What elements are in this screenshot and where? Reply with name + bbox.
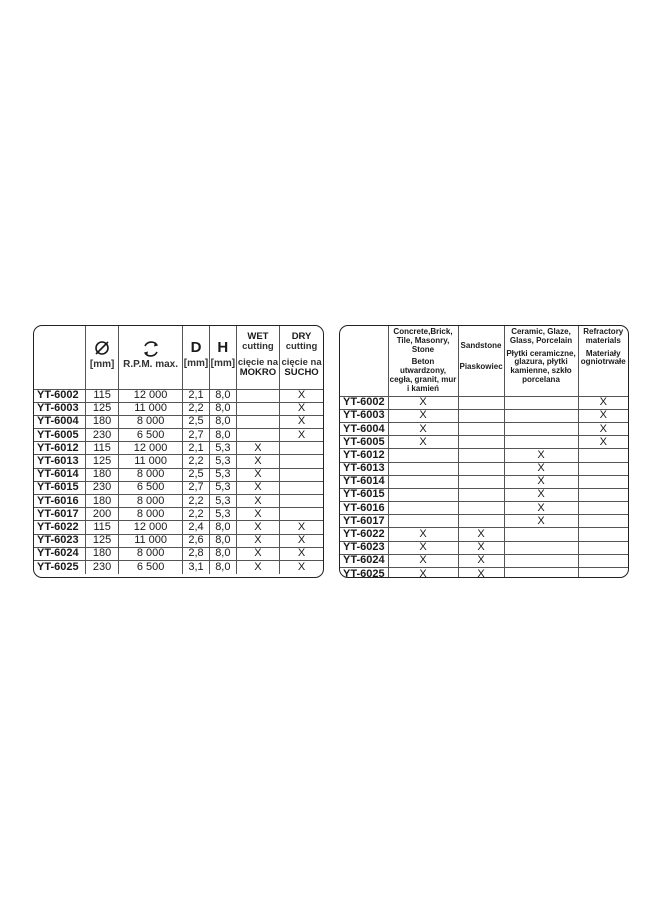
product-code-cell: YT-6002 [340,396,388,409]
h-cell: 5,3 [209,508,236,521]
diameter-cell: 125 [86,534,119,547]
wet-mark-cell [236,389,279,402]
concrete-en: Concrete,Brick, Tile, Masonry, Stone [393,327,453,354]
h-cell: 8,0 [209,389,236,402]
refractory-mark-cell [578,449,628,462]
d-cell: 2,5 [183,415,210,428]
table-row [340,528,628,541]
refractory-mark-cell [578,568,628,578]
concrete-mark-cell [388,488,458,501]
concrete-mark-cell: X [388,436,458,449]
d-cell: 3,1 [183,560,210,573]
diameter-cell: 115 [86,389,119,402]
diameter-cell: 180 [86,468,119,481]
rpm-cell: 11 000 [119,534,183,547]
sandstone-en: Sandstone [460,341,502,350]
rpm-label: R.P.M. max. [123,359,179,370]
diameter-cell: 115 [86,442,119,455]
materials-table-panel [339,325,629,578]
product-code-cell: YT-6023 [340,541,388,554]
product-code-cell: YT-6024 [340,554,388,567]
dry-mark-cell [280,495,323,508]
product-code-cell: YT-6022 [34,521,86,534]
h-cell: 8,0 [209,402,236,415]
table-row [34,442,323,455]
ceramic-mark-cell [504,554,578,567]
diameter-cell: 180 [86,547,119,560]
wet-mark-cell [236,429,279,442]
sandstone-mark-cell [458,409,504,422]
concrete-mark-cell [388,449,458,462]
refractory-en: Refractory materials [583,327,624,345]
table-row [340,502,628,515]
dry-pl-1: cięcie na [281,357,322,368]
product-code-cell: YT-6024 [34,547,86,560]
h-unit: [mm] [210,358,236,369]
wet-mark-cell [236,402,279,415]
wet-pl-1: cięcie na [237,357,278,368]
d-cell: 2,6 [183,534,210,547]
d-cell: 2,1 [183,389,210,402]
rotation-icon [119,340,182,358]
specs-header-row [34,326,323,389]
d-cell: 2,2 [183,455,210,468]
rpm-cell: 6 500 [119,560,183,573]
ceramic-mark-cell: X [504,488,578,501]
wet-pl-2: MOKRO [239,366,277,378]
h-cell: 8,0 [209,560,236,573]
header-diameter [86,326,119,389]
refractory-mark-cell [578,488,628,501]
specs-table-panel [33,325,324,578]
wet-mark-cell: X [236,495,279,508]
product-code-cell: YT-6013 [340,462,388,475]
concrete-mark-cell: X [388,422,458,435]
materials-header-row [340,326,628,396]
concrete-mark-cell: X [388,541,458,554]
product-code-cell: YT-6003 [34,402,86,415]
dry-pl-2: SUCHO [284,366,319,378]
concrete-mark-cell [388,515,458,528]
refractory-mark-cell [578,515,628,528]
diameter-cell: 180 [86,495,119,508]
product-code-cell: YT-6022 [340,528,388,541]
wet-mark-cell: X [236,534,279,547]
diameter-icon [86,340,118,358]
dry-title: DRY [291,331,312,342]
ceramic-mark-cell: X [504,515,578,528]
ceramic-mark-cell [504,396,578,409]
diameter-cell: 230 [86,429,119,442]
product-code-cell: YT-6017 [34,508,86,521]
product-code-cell: YT-6014 [34,468,86,481]
rpm-cell: 12 000 [119,521,183,534]
table-row [340,568,628,578]
dry-mark-cell: X [280,560,323,573]
header-d [183,326,210,389]
wet-mark-cell: X [236,481,279,494]
refractory-mark-cell: X [578,436,628,449]
d-cell: 2,7 [183,429,210,442]
table-row [34,468,323,481]
h-symbol: H [217,339,229,356]
sandstone-pl: Piaskowiec [459,361,503,371]
product-code-cell: YT-6016 [340,502,388,515]
dry-mark-cell [280,468,323,481]
sandstone-mark-cell [458,515,504,528]
ceramic-mark-cell [504,528,578,541]
concrete-mark-cell: X [388,554,458,567]
sandstone-mark-cell [458,475,504,488]
product-code-cell: YT-6015 [34,481,86,494]
materials-table [340,326,628,578]
table-row [34,560,323,573]
table-row [34,455,323,468]
sandstone-mark-cell: X [458,568,504,578]
ceramic-mark-cell [504,541,578,554]
rpm-cell: 12 000 [119,442,183,455]
diameter-cell: 125 [86,455,119,468]
dry-cutting: cutting [285,340,318,352]
table-row [34,429,323,442]
product-code-cell: YT-6016 [34,495,86,508]
wet-cutting: cutting [242,340,274,352]
wet-mark-cell: X [236,455,279,468]
sandstone-mark-cell [458,396,504,409]
refractory-mark-cell [578,475,628,488]
wet-mark-cell: X [236,560,279,573]
rpm-cell: 11 000 [119,402,183,415]
dry-mark-cell: X [280,521,323,534]
ceramic-mark-cell [504,436,578,449]
d-cell: 2,8 [183,547,210,560]
sandstone-mark-cell [458,488,504,501]
h-cell: 5,3 [209,495,236,508]
product-code-cell: YT-6004 [340,422,388,435]
h-cell: 5,3 [209,468,236,481]
rpm-cell: 8 000 [119,495,183,508]
product-code-cell: YT-6023 [34,534,86,547]
header-refractory [578,326,628,396]
h-cell: 8,0 [209,521,236,534]
table-row [34,547,323,560]
diameter-cell: 230 [86,560,119,573]
concrete-mark-cell [388,475,458,488]
refractory-mark-cell [578,462,628,475]
ceramic-pl: Płytki ceramiczne, glazura, płytki kamienne, szkło porcelana [506,348,576,384]
wet-mark-cell: X [236,521,279,534]
d-cell: 2,7 [183,481,210,494]
refractory-pl: Materiały ogniotrwałe [580,348,626,367]
refractory-mark-cell [578,541,628,554]
table-row [340,488,628,501]
refractory-mark-cell: X [578,422,628,435]
table-row [340,409,628,422]
table-row [34,481,323,494]
sandstone-mark-cell: X [458,541,504,554]
h-cell: 8,0 [209,534,236,547]
header-ceramic [504,326,578,396]
wet-title: WET [247,331,269,342]
product-code-cell: YT-6004 [34,415,86,428]
wet-mark-cell: X [236,468,279,481]
h-cell: 5,3 [209,455,236,468]
dry-mark-cell: X [280,547,323,560]
diameter-cell: 200 [86,508,119,521]
dry-mark-cell: X [280,534,323,547]
ceramic-en: Ceramic, Glaze, Glass, Porcelain [509,327,573,345]
product-code-cell: YT-6014 [340,475,388,488]
concrete-mark-cell [388,462,458,475]
table-row [340,462,628,475]
concrete-mark-cell: X [388,568,458,578]
rpm-cell: 8 000 [119,508,183,521]
diameter-cell: 115 [86,521,119,534]
concrete-mark-cell: X [388,409,458,422]
diameter-cell: 230 [86,481,119,494]
sandstone-mark-cell: X [458,528,504,541]
rpm-cell: 11 000 [119,455,183,468]
table-row [340,515,628,528]
header-blank-cell [340,326,388,396]
d-unit: [mm] [183,358,209,369]
sandstone-mark-cell: X [458,554,504,567]
specs-table [34,326,323,574]
ceramic-mark-cell: X [504,462,578,475]
sandstone-mark-cell [458,462,504,475]
header-concrete [388,326,458,396]
table-row [34,521,323,534]
product-code-cell: YT-6005 [340,436,388,449]
concrete-pl: Beton utwardzony, cegła, granit, mur i kamień [389,357,457,393]
sandstone-mark-cell [458,449,504,462]
d-cell: 2,4 [183,521,210,534]
product-code-cell: YT-6017 [340,515,388,528]
table-row [34,495,323,508]
refractory-mark-cell [578,528,628,541]
product-code-cell: YT-6025 [34,560,86,573]
diameter-cell: 125 [86,402,119,415]
table-row [340,422,628,435]
table-row [340,449,628,462]
dry-mark-cell [280,508,323,521]
table-row [34,508,323,521]
h-cell: 8,0 [209,547,236,560]
header-dry [280,326,323,389]
table-row [340,541,628,554]
rpm-cell: 8 000 [119,468,183,481]
sandstone-mark-cell [458,436,504,449]
table-row [34,402,323,415]
header-h [209,326,236,389]
concrete-mark-cell [388,502,458,515]
refractory-mark-cell [578,502,628,515]
d-cell: 2,2 [183,495,210,508]
dry-mark-cell: X [280,415,323,428]
table-row [340,554,628,567]
rpm-cell: 8 000 [119,415,183,428]
ceramic-mark-cell: X [504,475,578,488]
sandstone-mark-cell [458,422,504,435]
table-row [34,534,323,547]
product-code-cell: YT-6003 [340,409,388,422]
dry-mark-cell [280,455,323,468]
h-cell: 5,3 [209,481,236,494]
refractory-mark-cell: X [578,396,628,409]
refractory-mark-cell [578,554,628,567]
sandstone-mark-cell [458,502,504,515]
header-sandstone [458,326,504,396]
d-symbol: D [190,339,202,356]
d-cell: 2,5 [183,468,210,481]
rpm-cell: 6 500 [119,481,183,494]
dry-mark-cell: X [280,402,323,415]
dry-mark-cell [280,481,323,494]
ceramic-mark-cell: X [504,449,578,462]
diameter-unit: [mm] [89,359,115,370]
wet-mark-cell: X [236,547,279,560]
table-row [34,389,323,402]
h-cell: 8,0 [209,415,236,428]
product-code-cell: YT-6025 [340,568,388,578]
wet-mark-cell: X [236,508,279,521]
product-code-cell: YT-6002 [34,389,86,402]
table-row [34,415,323,428]
table-row [340,475,628,488]
dry-mark-cell: X [280,389,323,402]
dry-mark-cell [280,442,323,455]
refractory-mark-cell: X [578,409,628,422]
product-code-cell: YT-6015 [340,488,388,501]
table-row [340,436,628,449]
header-rpm [119,326,183,389]
h-cell: 8,0 [209,429,236,442]
product-code-cell: YT-6005 [34,429,86,442]
concrete-mark-cell: X [388,396,458,409]
d-cell: 2,1 [183,442,210,455]
rpm-cell: 8 000 [119,547,183,560]
diameter-cell: 180 [86,415,119,428]
wet-mark-cell: X [236,442,279,455]
concrete-mark-cell: X [388,528,458,541]
product-code-cell: YT-6012 [340,449,388,462]
rpm-cell: 12 000 [119,389,183,402]
ceramic-mark-cell [504,568,578,578]
product-code-cell: YT-6013 [34,455,86,468]
product-code-cell: YT-6012 [34,442,86,455]
d-cell: 2,2 [183,402,210,415]
dry-mark-cell: X [280,429,323,442]
h-cell: 5,3 [209,442,236,455]
wet-mark-cell [236,415,279,428]
d-cell: 2,2 [183,508,210,521]
rpm-cell: 6 500 [119,429,183,442]
ceramic-mark-cell: X [504,502,578,515]
header-blank-cell [34,326,86,389]
ceramic-mark-cell [504,409,578,422]
ceramic-mark-cell [504,422,578,435]
header-wet [236,326,279,389]
table-row [340,396,628,409]
